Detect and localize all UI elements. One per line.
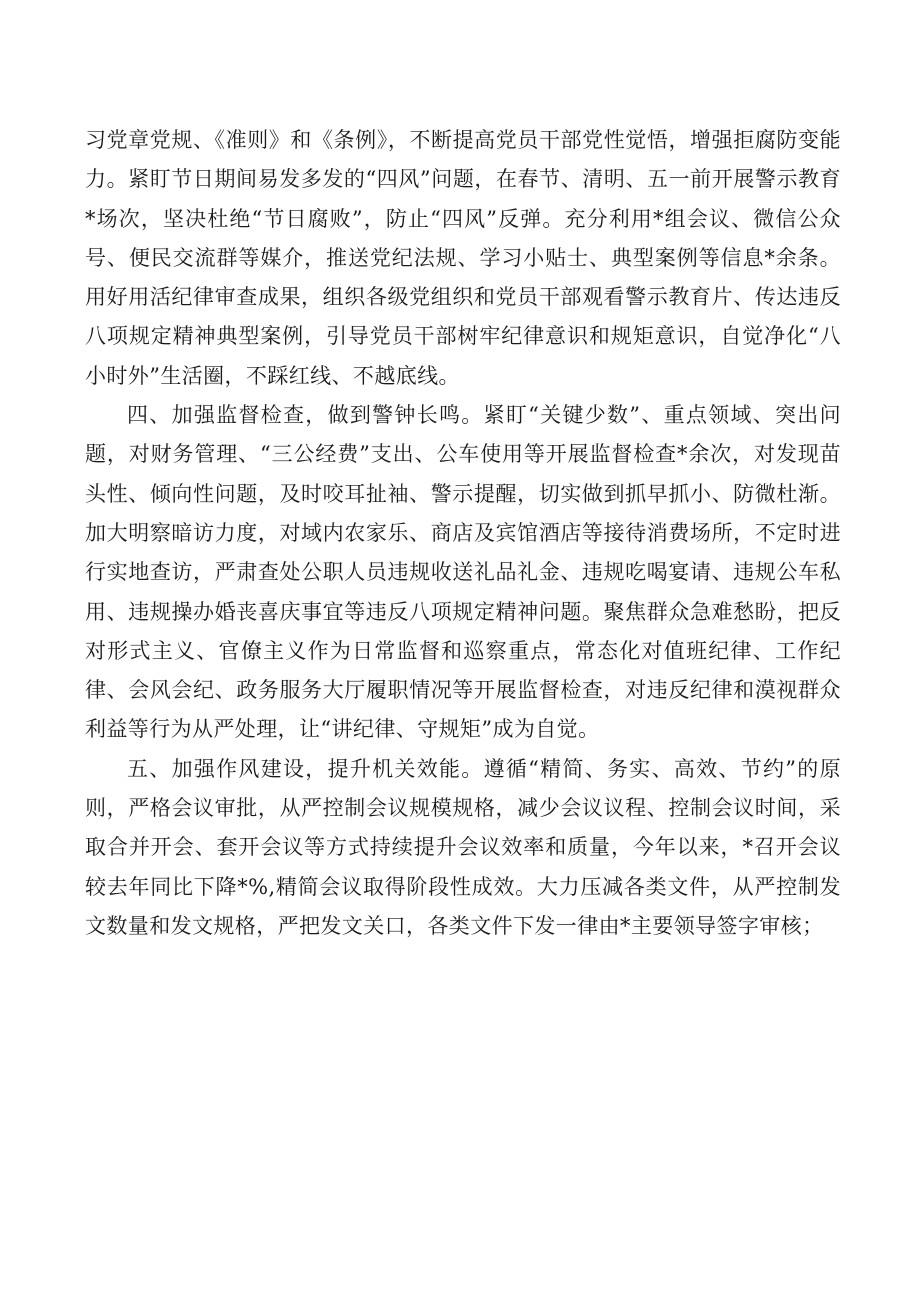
document-body [85, 121, 841, 946]
paragraph-section-four: 四、加强监督检查，做到警钟长鸣。紧盯“关键少数”、重点领域、突出问题，对财务管理、“三公经费”支出、公车使用等开展监督检查*余次，对发现苗头性、倾向性问题，及时咬耳扯袖、警示提醒，切实做到抓早抓小、防微杜渐。加大明察暗访力度，对域内农家乐、商店及宾馆酒店等接待消费场所，不定时进行实地查访，严肃查处公职人员违规收送礼品礼金、违规吃喝宴请、违规公车私用、违规操办婚丧喜庆事宜等违反八项规定精神问题。聚焦群众急难愁盼，把反对形式主义、官僚主义作为日常监督和巡察重点，常态化对值班纪律、工作纪律、会风会纪、政务服务大厅履职情况等开展监督检查，对违反纪律和漠视群众利益等行为从严处理，让“讲纪律、守规矩”成为自觉。 [85, 403, 841, 742]
paragraph-continued: 习党章党规、《准则》和《条例》，不断提高党员干部党性觉悟，增强拒腐防变能力。紧盯节日期间易发多发的“四风”问题，在春节、清明、五一前开展警示教育*场次，坚决杜绝“节日腐败”，防止“四风”反弹。充分利用*组会议、微信公众号、便民交流群等媒介，推送党纪法规、学习小贴士、典型案例等信息*余条。用好用活纪律审查成果，组织各级党组织和党员干部观看警示教育片、传达违反八项规定精神典型案例，引导党员干部树牢纪律意识和规矩意识，自觉净化“八小时外”生活圈，不踩红线、不越底线。 [85, 128, 841, 388]
paragraph-section-five: 五、加强作风建设，提升机关效能。遵循“精简、务实、高效、节约”的原则，严格会议审批，从严控制会议规模规格，减少会议议程、控制会议时间，采取合并开会、套开会议等方式持续提升会议效率和质量，今年以来，*召开会议较去年同比下降*%,精简会议取得阶段性成效。大力压减各类文件，从严控制发文数量和发文规格，严把发文关口，各类文件下发一律由*主要领导签字审核； [85, 756, 841, 938]
